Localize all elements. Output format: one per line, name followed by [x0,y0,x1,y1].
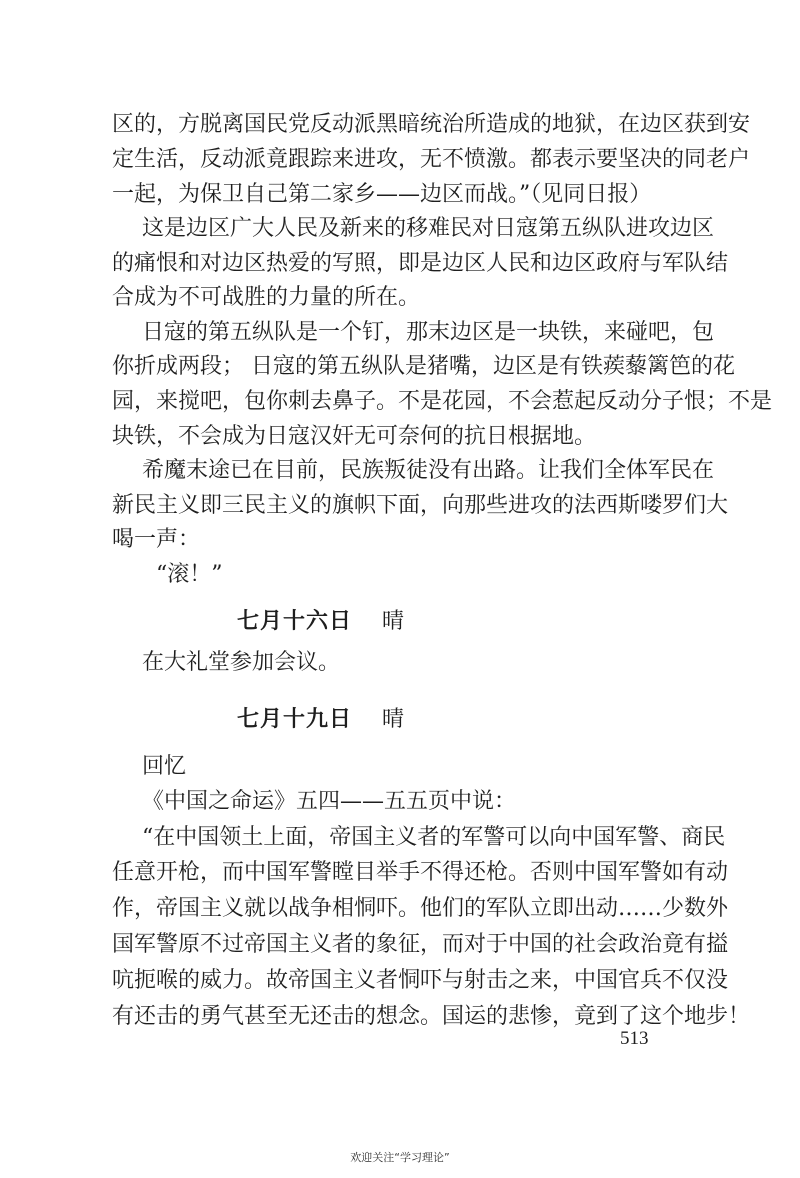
quote-line: 有还击的勇气甚至无还击的想念。国运的悲惨，竟到了这个地步！ [112,1004,751,1029]
entry-date: 七月十六日 [237,608,353,634]
text-line: 定生活，反动派竟跟踪来进攻，无不愤激。都表示要坚决的同老户 [112,147,751,172]
entry-heading-0716 [237,604,405,639]
text-line: 合成为不可战胜的力量的所在。 [112,285,421,310]
entry-date: 七月十九日 [237,706,353,732]
quote-line: 作，帝国主义就以战争相恫吓。他们的军队立即出动……少数外 [112,896,729,921]
section-title: 回忆 [142,754,187,779]
entry-heading-0719 [237,702,405,737]
text-line: 日寇的第五纵队是一个钉，那末边区是一块铁，来碰吧，包 [142,320,715,345]
text-line: 在大礼堂参加会议。 [142,650,341,675]
text-line: 喝一声： [112,527,201,552]
text-line: 这是边区广大人民及新来的移难民对日寇第五纵队进攻边区 [142,216,715,241]
quote-line: 任意开枪，而中国军警瞠目举手不得还枪。否则中国军警如有动 [112,860,729,885]
shout-line: “滚！” [156,562,223,587]
page-number: 513 [620,1028,649,1049]
entry-weather: 晴 [382,707,406,732]
entry-weather: 晴 [382,609,406,634]
source-line: 《中国之命运》五四——五五页中说： [142,789,517,814]
text-line: 区的，方脱离国民党反动派黑暗统治所造成的地狱，在边区获到安 [112,112,751,137]
quote-line: 吭扼喉的威力。故帝国主义者恫吓与射击之来，中国官兵不仅没 [112,968,729,993]
quote-line: “在中国领土上面，帝国主义者的军警可以向中国军警、商民 [142,825,726,850]
text-line: 的痛恨和对边区热爱的写照，即是边区人民和边区政府与军队结 [112,251,729,276]
text-line: 希魔末途已在目前，民族叛徒没有出路。让我们全体军民在 [142,458,715,483]
text-line: 一起，为保卫自己第二家乡——边区而战。”（见同日报） [112,182,652,207]
text-line: 园，来搅吧，包你刺去鼻子。不是花园，不会惹起反动分子恨；不是 [112,389,773,414]
text-line: 块铁，不会成为日寇汉奸无可奈何的抗日根据地。 [112,424,597,449]
text-line: 新民主义即三民主义的旗帜下面，向那些进攻的法西斯喽罗们大 [112,493,729,518]
quote-line: 国军警原不过帝国主义者的象征，而对于中国的社会政治竟有搤 [112,932,729,957]
footer-caption: 欢迎关注“学习理论” [350,1151,450,1164]
text-line: 你折成两段； 日寇的第五纵队是猪嘴，边区是有铁蒺藜篱笆的花 [112,354,735,379]
